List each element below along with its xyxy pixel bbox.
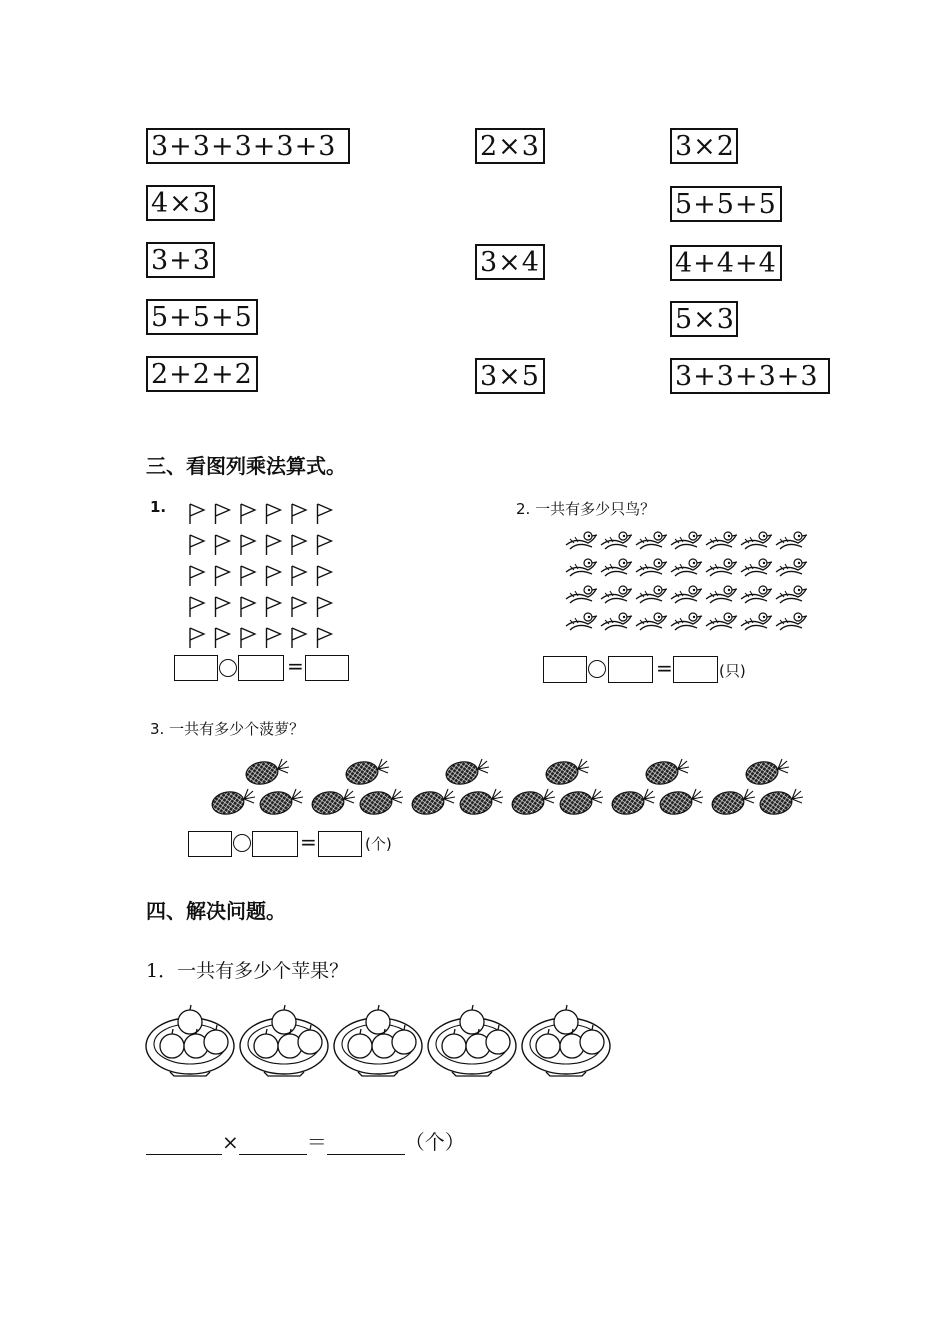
apple-icon [272,1005,296,1034]
s4-times-sign: × [222,1130,239,1154]
bird-grid [560,525,810,635]
s4-blank-1[interactable] [146,1134,222,1155]
flag-icon [292,628,306,648]
flag-grid [186,500,346,650]
section3-heading: 三、看图列乘法算式。 [146,454,346,478]
pineapple-icon [458,789,503,817]
flag-icon [267,535,281,555]
pineapple-icon [358,789,403,817]
flag-icon [292,504,306,524]
right-expr-4: 5×3 [670,301,738,337]
bird-icon [671,559,702,576]
left-expr-5: 2+2+2 [146,356,258,392]
s4-q1-equation [146,1126,465,1155]
flag-icon [241,628,255,648]
flag-icon [190,535,204,555]
flag-icon [292,597,306,617]
flag-icon [267,628,281,648]
left-expr-2: 4×3 [146,185,215,221]
flag-icon [292,535,306,555]
left-expr-4: 5+5+5 [146,299,258,335]
flag-icon [190,566,204,586]
middle-expr-3: 3×5 [475,358,545,394]
flag-icon [292,566,306,586]
q1-answer-box-1[interactable] [174,655,218,681]
pineapple-icon [658,789,703,817]
right-expr-5: 3+3+3+3 [670,358,830,394]
bird-icon [671,613,702,630]
q1-equals-sign: = [287,654,304,678]
bird-icon [741,613,772,630]
pineapple-icon [744,759,789,787]
q1-answer-box-3[interactable] [305,655,349,681]
bird-icon [566,613,597,630]
right-expr-3: 4+4+4 [670,245,782,281]
pineapple-icon [710,789,755,817]
bird-icon [741,586,772,603]
pineapple-icon [544,759,589,787]
flag-icon [318,628,332,648]
apple-icon [554,1005,578,1034]
pineapple-icon [444,759,489,787]
flag-icon [267,597,281,617]
flag-icon [190,504,204,524]
flag-icon [267,504,281,524]
bird-icon [776,532,807,549]
bird-icon [601,532,632,549]
q2-operator-circle[interactable] [588,660,606,678]
bird-icon [601,613,632,630]
q2-equals-sign: = [656,656,673,680]
bird-icon [706,586,737,603]
apple-icon [178,1005,202,1034]
bird-icon [671,532,702,549]
bird-icon [636,613,667,630]
bird-icon [566,586,597,603]
pineapple-icon [210,789,255,817]
q2-label: 2. 一共有多少只鸟？ [516,500,656,518]
bird-icon [741,559,772,576]
section4-heading: 四、解决问题。 [146,899,286,923]
apple-icon [460,1005,484,1034]
bird-icon [776,613,807,630]
bird-icon [636,532,667,549]
pineapple-icon [410,789,455,817]
flag-icon [216,597,230,617]
pineapple-icon [644,759,689,787]
pineapple-icon [344,759,389,787]
s4-equals-sign: ＝ [306,1130,327,1154]
flag-icon [318,597,332,617]
flag-icon [318,566,332,586]
pineapple-icon [310,789,355,817]
bird-icon [566,532,597,549]
flag-icon [216,628,230,648]
q3-label: 3. 一共有多少个菠萝？ [150,720,305,738]
bird-icon [776,586,807,603]
bird-icon [706,532,737,549]
left-expr-3: 3+3 [146,242,215,278]
pineapple-row [200,757,820,827]
bird-icon [566,559,597,576]
bird-icon [601,586,632,603]
pineapple-icon [244,759,289,787]
bird-icon [776,559,807,576]
q3-operator-circle[interactable] [233,834,251,852]
flag-icon [318,504,332,524]
flag-icon [267,566,281,586]
flag-icon [241,504,255,524]
right-expr-2: 5+5+5 [670,186,782,222]
right-expr-1: 3×2 [670,128,738,164]
middle-expr-2: 3×4 [475,244,545,280]
q3-answer-box-3[interactable] [318,831,362,857]
flag-icon [190,628,204,648]
q2-unit: (只) [719,662,746,680]
flag-icon [190,597,204,617]
q2-answer-box-1[interactable] [543,656,587,683]
q2-answer-box-2[interactable] [608,656,653,683]
bird-icon [636,559,667,576]
bird-icon [706,559,737,576]
bird-icon [741,532,772,549]
flag-icon [241,597,255,617]
apple-plates [144,1002,624,1082]
flag-icon [216,566,230,586]
pineapple-icon [558,789,603,817]
s4-q1-label: 1．一共有多少个苹果？ [146,960,349,982]
left-expr-1: 3+3+3+3+3 [146,128,350,164]
s4-blank-3[interactable] [327,1134,405,1155]
flag-icon [216,535,230,555]
q1-label: 1. [150,498,167,516]
q1-operator-circle[interactable] [219,659,237,677]
q3-answer-box-1[interactable] [188,831,232,857]
bird-icon [601,559,632,576]
apple-icon [366,1005,390,1034]
q2-answer-box-3[interactable] [673,656,718,683]
flag-icon [318,535,332,555]
pineapple-icon [510,789,555,817]
s4-blank-2[interactable] [239,1134,307,1155]
flag-icon [241,535,255,555]
pineapple-icon [610,789,655,817]
bird-icon [636,586,667,603]
bird-icon [671,586,702,603]
pineapple-icon [758,789,803,817]
flag-icon [216,504,230,524]
q3-equals-sign: = [300,830,317,854]
bird-icon [706,613,737,630]
q1-answer-box-2[interactable] [238,655,284,681]
flag-icon [241,566,255,586]
pineapple-icon [258,789,303,817]
q3-unit: (个) [365,835,392,853]
middle-expr-1: 2×3 [475,128,545,164]
s4-unit: （个） [404,1130,465,1154]
q3-answer-box-2[interactable] [252,831,298,857]
